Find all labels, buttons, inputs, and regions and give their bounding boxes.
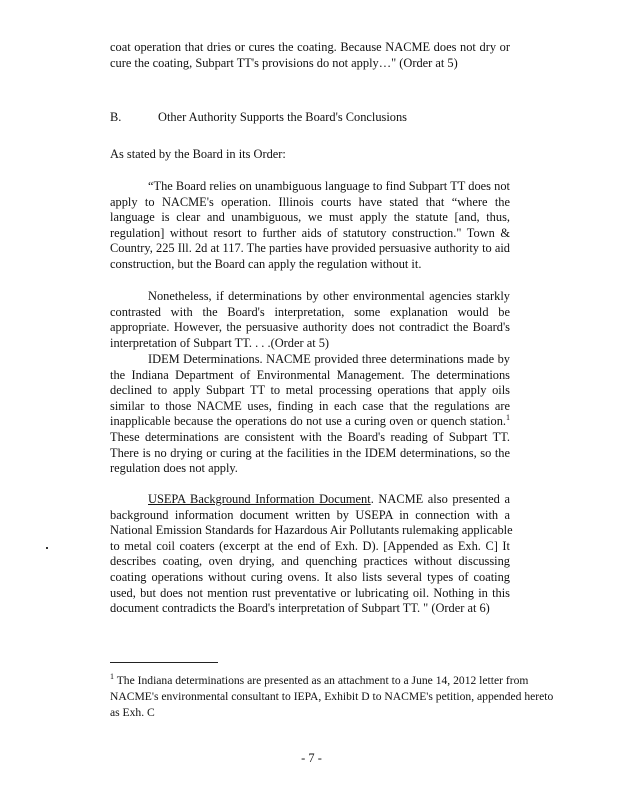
text-line: document contradicts the Board's interpretation of Subpart TT. " (Order at 6): [110, 601, 490, 616]
text-line: appropriate. However, the persuasive authority does not contradict the Board's: [110, 320, 510, 335]
text-line: inapplicable because the operations do not use a curing oven or quench station.$^1$: [110, 413, 510, 429]
text-line: coating operations without curing ovens. It also lists several types of coating: [110, 569, 510, 584]
text-line: interpretation of Subpart TT. . . .(Order at 5): [110, 335, 330, 350]
stray-mark: [46, 547, 48, 549]
section-letter: B.: [110, 110, 122, 124]
quote-paragraph-1: [110, 179, 510, 273]
footnote-reference[interactable]: 1: [506, 413, 510, 423]
text-line: IDEM Determinations. NACME provided three determinations made by: [148, 352, 510, 366]
text-line: describes coating, oven drying, and quenching practices without discussing: [110, 554, 510, 569]
text-line: the Indiana Department of Environmental Management. The determinations: [110, 367, 510, 382]
intro-text: As stated by the Board in its Order:: [110, 147, 286, 161]
text-line: coat operation that dries or cures the coating. Because NACME does not dry or: [110, 40, 510, 54]
text-line: There is no drying or curing at the facilities in the IDEM determinations, so the: [110, 445, 510, 460]
text-line: as Exh. C: [110, 706, 155, 719]
text-line: language is clear and unambiguous, we must apply the statute [and, thus,: [110, 210, 510, 225]
quote-paragraph-3: [110, 352, 510, 477]
text-line: construction, but the Board can apply the regulation without it.: [110, 256, 422, 271]
text-line: These determinations are consistent with the Board's reading of Subpart TT.: [110, 429, 510, 444]
quote-paragraph-4: [110, 492, 513, 617]
text-line: “The Board relies on unambiguous language to find Subpart TT does not: [148, 179, 510, 193]
text-line: regulation does not apply.: [110, 461, 238, 476]
text-line: USEPA Background Information Document. NACME also presented a: [148, 492, 510, 506]
section-heading: Other Authority Supports the Board's Conclusions: [158, 110, 408, 124]
top-paragraph: [110, 40, 510, 71]
text-line: background information document written by USEPA in connection with a: [110, 507, 510, 522]
text-line: cure the coating, Subpart TT's provisions do not apply…" (Order at 5): [110, 55, 458, 70]
text-line: used, but does not mention rust preventative or lubricating oil. Nothing in this: [110, 585, 510, 600]
footnote-number: 1: [110, 672, 114, 682]
text-line: regulation] without resort to further aids of statutory construction." Town &: [110, 225, 510, 240]
footnote-divider: [110, 662, 218, 663]
footnote: [110, 672, 554, 721]
page-number: - 7 -: [301, 751, 322, 765]
text-line: NACME's environmental consultant to IEPA, Exhibit D to NACME's petition, appended hereto: [110, 690, 554, 703]
text-line: Nonetheless, if determinations by other environmental agencies starkly: [148, 289, 510, 303]
text-line: contrasted with the Board's interpretation, some explanation would be: [110, 304, 510, 319]
text-line: apply to NACME's operation. Illinois courts have stated that “where the: [110, 194, 510, 209]
text-line: National Emission Standards for Hazardous Air Pollutants rulemaking applicable: [110, 523, 513, 538]
document-title: USEPA Background Information Document: [148, 492, 371, 506]
text-line: Country, 225 Ill. 2d at 117. The parties have provided persuasive authority to aid: [110, 241, 510, 256]
quote-paragraph-2: [110, 289, 510, 351]
text-line: to metal coil coaters (excerpt at the end of Exh. D). [Appended as Exh. C] It: [110, 538, 510, 553]
text-line: similar to those NACME uses, finding in each case that the regulations are: [110, 398, 510, 413]
text-line: $^1$ The Indiana determinations are presented as an attachment to a June 14, 2012 letter from: [110, 672, 529, 687]
text-line: declined to apply Subpart TT to metal processing operations that apply oils: [110, 383, 510, 398]
